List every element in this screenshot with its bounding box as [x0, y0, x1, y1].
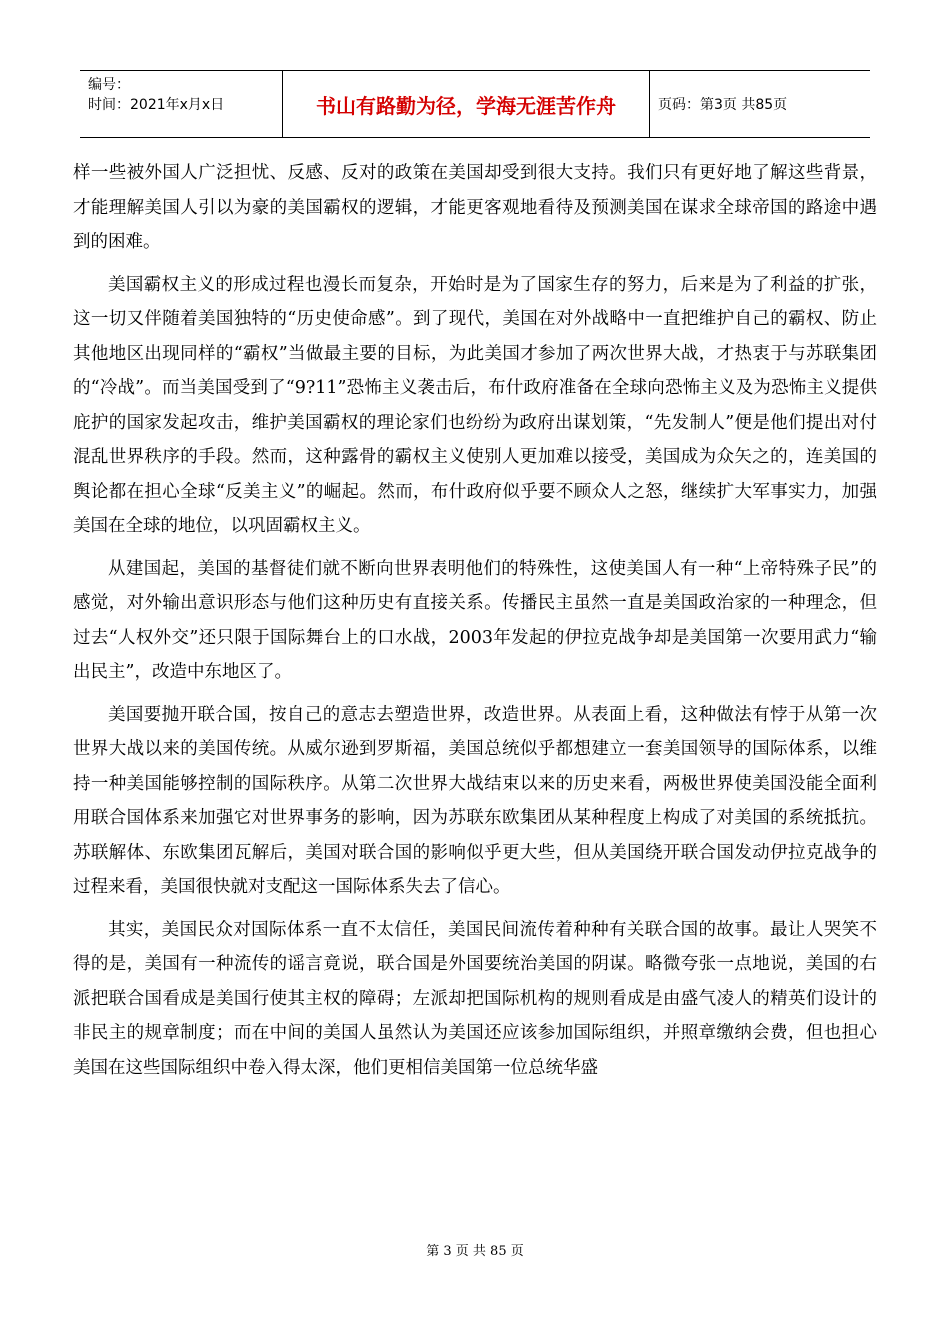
paragraph: 美国要抛开联合国，按自己的意志去塑造世界，改造世界。从表面上看，这种做法有悖于从第一次世界大战以来的美国传统。从威尔逊到罗斯福，美国总统似乎都想建立一套美国领导的国际体系，以维持一种美国能够控制的国际秩序。从第二次世界大战结束以来的历史来看，两极世界使美国没能全面利用联合国体系来加强它对世界事务的影响，因为苏联东欧集团从某种程度上构成了对美国的系统抵抗。苏联解体、东欧集团瓦解后，美国对联合国的影响似乎更大些，但从美国绕开联合国发动伊拉克战争的过程来看，美国很快就对支配这一国际体系失去了信心。: [73, 704, 877, 897]
page-footer: 第 3 页 共 85 页: [426, 1244, 524, 1259]
header-motto: 书山有路勤为径，学海无涯苦作舟: [283, 71, 650, 137]
paragraph: 美国霸权主义的形成过程也漫长而复杂，开始时是为了国家生存的努力，后来是为了利益的扩张，这一切又伴随着美国独特的“历史使命感”。到了现代，美国在对外战略中一直把维护自己的霸权、防止其他地区出现同样的“霸权”当做最主要的目标，为此美国才参加了两次世界大战，才热衷于与苏联集团的“冷战”。而当美国受到了“9?11”恐怖主义袭击后，布什政府准备在全球向恐怖主义及为恐怖主义提供庇护的国家发起攻击，维护美国霸权的理论家们也纷纷为政府出谋划策，“先发制人”便是他们提出对付混乱世界秩序的手段。然而，这种露骨的霸权主义使别人更加难以接受，美国成为众矢之的，连美国的舆论都在担心全球“反美主义”的崛起。然而，布什政府似乎要不顾众人之怒，继续扩大军事实力，加强美国在全球的地位，以巩固霸权主义。: [73, 274, 877, 536]
paragraph: 其实，美国民众对国际体系一直不太信任，美国民间流传着种种有关联合国的故事。最让人哭笑不得的是，美国有一种流传的谣言竟说，联合国是外国要统治美国的阴谋。略微夸张一点地说，美国的右派把联合国看成是美国行使其主权的障碍；左派却把国际机构的规则看成是由盛气凌人的精英们设计的非民主的规章制度；而在中间的美国人虽然认为美国还应该参加国际组织，并照章缴纳会费，但也担心美国在这些国际组织中卷入得太深，他们更相信美国第一位总统华盛: [73, 919, 877, 1078]
paragraph: 样一些被外国人广泛担忧、反感、反对的政策在美国却受到很大支持。我们只有更好地了解这些背景，才能理解美国人引以为豪的美国霸权的逻辑，才能更客观地看待及预测美国在谋求全球帝国的路途中遇到的困难。: [73, 163, 877, 252]
document-body: [73, 156, 877, 1093]
document-date-label: 时间：2021年x月x日: [88, 97, 225, 113]
document-number-label: 编号：: [88, 77, 130, 93]
header-page-label: 页码：第3页 共85页: [658, 97, 788, 113]
page-header: [80, 70, 870, 138]
paragraph: 从建国起，美国的基督徒们就不断向世界表明他们的特殊性，这使美国人有一种“上帝特殊子民”的感觉，对外输出意识形态与他们这种历史有直接关系。传播民主虽然一直是美国政治家的一种理念，但过去“人权外交”还只限于国际舞台上的口水战，2003年发起的伊拉克战争却是美国第一次要用武力“输出民主”，改造中东地区了。: [73, 558, 877, 682]
header-meta: [80, 71, 283, 137]
